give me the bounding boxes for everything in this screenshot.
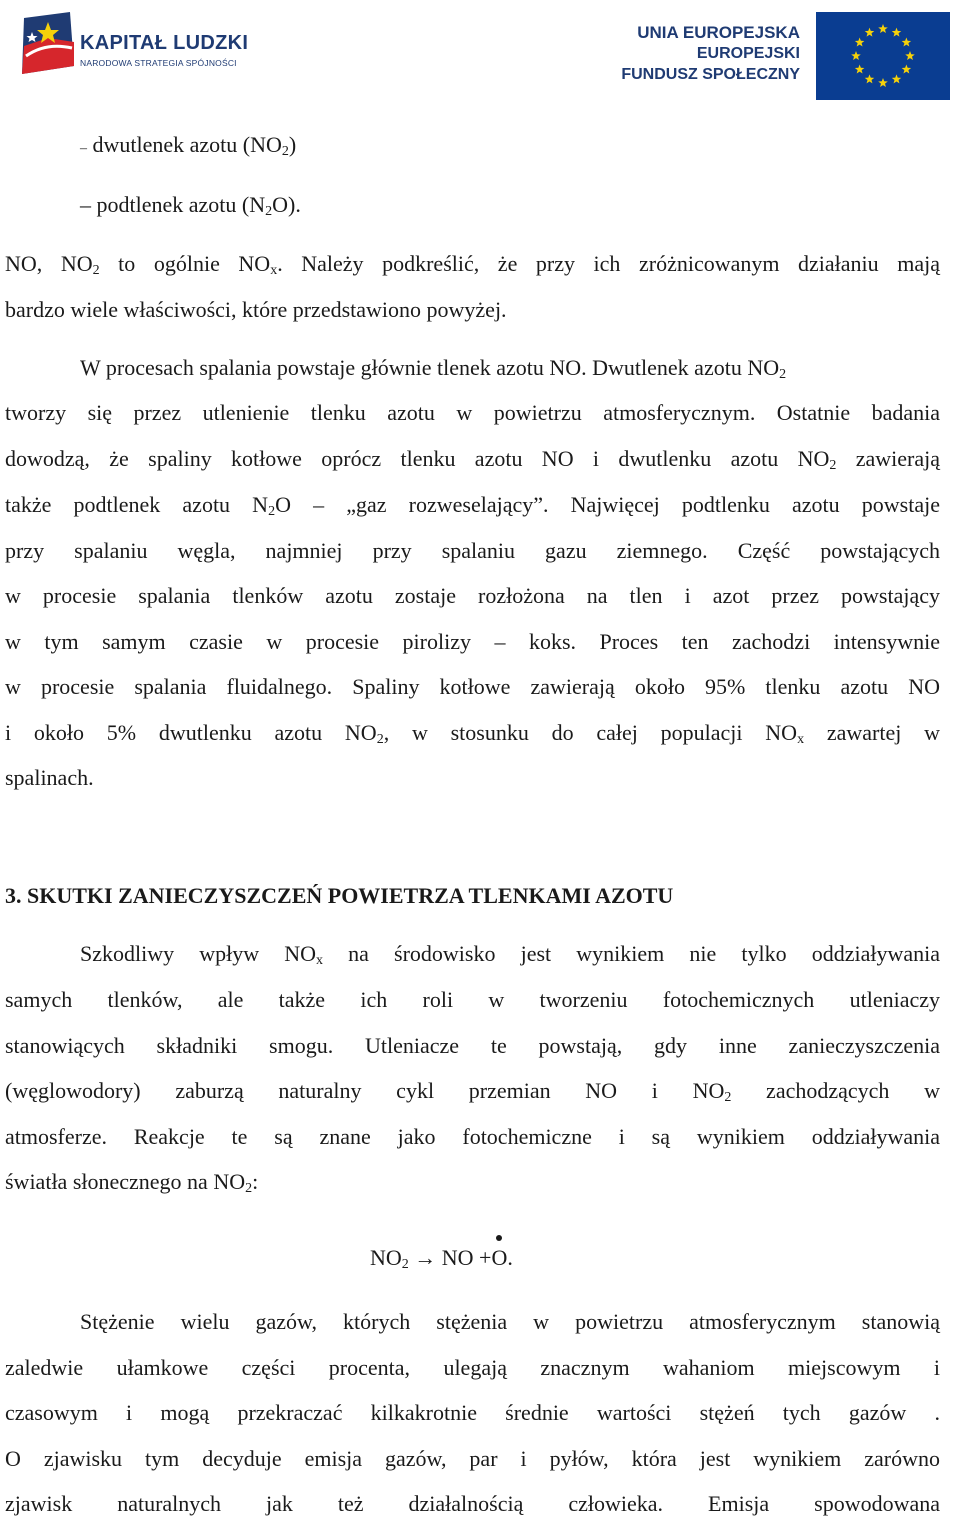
eu-flag-icon bbox=[816, 12, 950, 100]
eu-line-3: FUNDUSZ SPOŁECZNY bbox=[621, 66, 800, 83]
paragraph-line: w procesie spalania fluidalnego. Spaliny kotłowe zawierają około 95% tlenku azotu NO bbox=[5, 674, 940, 699]
paragraph-line: dowodzą, że spaliny kotłowe oprócz tlenku azotu NO i dwutlenku azotu $NO_2$ zawierają bbox=[5, 446, 941, 473]
paragraph-line: Stężenie wielu gazów, których stężenia w powietrzu atmosferycznym stanowią bbox=[80, 1309, 940, 1334]
paragraph-line: O zjawisku tym decyduje emisja gazów, par i pyłów, która jest wynikiem zarówno bbox=[5, 1446, 940, 1471]
section-heading: 3. SKUTKI ZANIECZYSZCZEŃ POWIETRZA TLENKAMI AZOTU bbox=[5, 883, 674, 908]
paragraph-line: przy spalaniu węgla, najmniej przy spalaniu gazu ziemnego. Część powstających bbox=[5, 538, 940, 563]
dash-bullet-icon: – bbox=[80, 192, 91, 217]
kapital-ludzki-logo bbox=[18, 10, 258, 80]
bullet-item: – podtlenek azotu $(N_2O)$. bbox=[80, 192, 301, 219]
paragraph-line: czasowym i mogą przekraczać kilkakrotnie średnie wartości stężeń tych gazów . bbox=[5, 1400, 940, 1425]
paragraph-line: (węglowodory) zaburzą naturalny cykl przemian NO i $NO_2$ zachodzących w bbox=[5, 1078, 940, 1105]
paragraph-line: stanowiących składniki smogu. Utleniacze te powstają, gdy inne zanieczyszczenia bbox=[5, 1033, 940, 1058]
paragraph-line: i około 5% dwutlenku azotu $NO_2$, w stosunku do całej populacji $NO_x$ zawartej w bbox=[5, 720, 940, 747]
chemical-equation: $NO_2$ → NO + O. bbox=[370, 1244, 513, 1272]
kapital-ludzki-emblem-icon bbox=[18, 12, 78, 78]
paragraph-line: spalinach. bbox=[5, 765, 94, 790]
paragraph-line: w procesie spalania tlenków azotu zostaje rozłożona na tlen i azot przez powstający bbox=[5, 583, 940, 608]
kapital-ludzki-subtitle: NARODOWA STRATEGIA SPÓJNOŚCI bbox=[80, 58, 237, 68]
oxygen-radical: O bbox=[491, 1244, 507, 1272]
paragraph-line: bardzo wiele właściwości, które przedstawiono powyżej. bbox=[5, 297, 507, 322]
eu-fund-text bbox=[621, 22, 800, 85]
reaction-arrow-icon: → bbox=[414, 1245, 437, 1270]
paragraph-line: samych tlenków, ale także ich roli w tworzeniu fotochemicznych utleniaczy bbox=[5, 987, 940, 1012]
paragraph-line: atmosferze. Reakcje te są znane jako fotochemiczne i są wynikiem oddziaływania bbox=[5, 1124, 940, 1149]
page-header bbox=[0, 0, 960, 105]
paragraph-line: światła słonecznego na $NO_2$: bbox=[5, 1169, 259, 1196]
paragraph-line: W procesach spalania powstaje głównie tlenek azotu NO. Dwutlenek azotu $NO_2$ bbox=[80, 355, 787, 382]
paragraph-line: zjawisk naturalnych jak też działalnością człowieka. Emisja spowodowana bbox=[5, 1491, 940, 1516]
eu-line-2: EUROPEJSKI bbox=[696, 45, 800, 62]
paragraph-line: także podtlenek azotu $N_2O$ – „gaz rozweselający”. Najwięcej podtlenku azotu powstaje bbox=[5, 492, 940, 519]
paragraph-line: zaledwie ułamkowe części procenta, ulegają znacznym wahaniom miejscowym i bbox=[5, 1355, 940, 1380]
eu-line-1: UNIA EUROPEJSKA bbox=[637, 23, 800, 42]
paragraph-line: Szkodliwy wpływ $NO_x$ na środowisko jest wynikiem nie tylko oddziaływania bbox=[80, 941, 940, 968]
paragraph-line: w tym samym czasie w procesie pirolizy – koks. Proces ten zachodzi intensywnie bbox=[5, 629, 940, 654]
paragraph-line: NO, $NO_2$ to ogólnie $NO_x$. Należy podkreślić, że przy ich zróżnicowanym działaniu mają bbox=[5, 251, 940, 278]
kapital-ludzki-title: KAPITAŁ LUDZKI bbox=[80, 32, 249, 54]
bullet-item: – dwutlenek azotu $(NO_2)$ bbox=[80, 132, 297, 159]
radical-dot-icon bbox=[496, 1235, 502, 1241]
dash-bullet-icon: – bbox=[80, 141, 87, 156]
paragraph-line: tworzy się przez utlenienie tlenku azotu w powietrzu atmosferycznym. Ostatnie badania bbox=[5, 400, 940, 425]
